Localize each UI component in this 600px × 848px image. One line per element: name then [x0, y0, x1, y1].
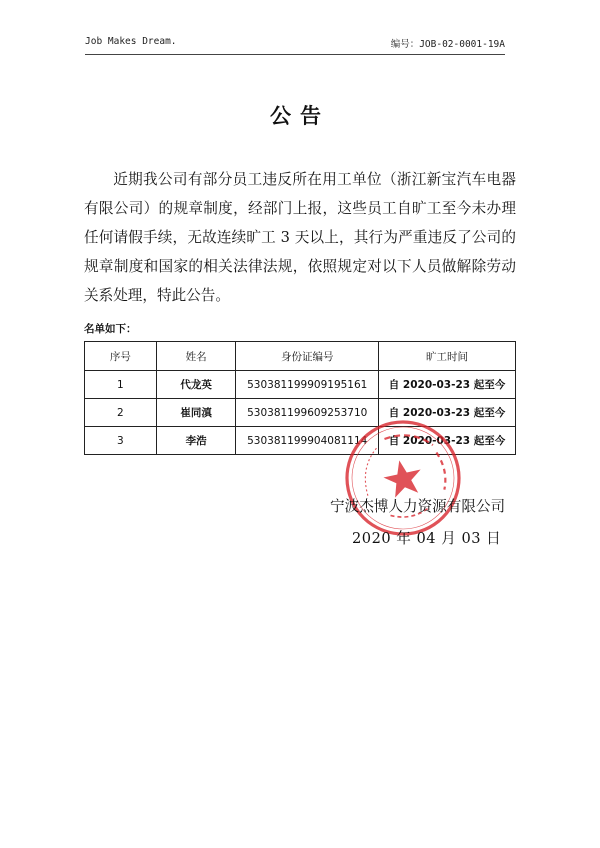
- table-row: [85, 371, 516, 399]
- row-absence-time: 自 2020-03-23 起至今: [379, 399, 516, 427]
- header-absence-time: 旷工时间: [379, 342, 516, 371]
- table-header-row: [85, 342, 516, 371]
- row-absence-time: 自 2020-03-23 起至今: [379, 371, 516, 399]
- row-name: 崔同滇: [156, 399, 236, 427]
- row-name: 李浩: [156, 427, 236, 455]
- row-number: 1: [85, 371, 157, 399]
- notice-body: 近期我公司有部分员工违反所在用工单位（浙江新宝汽车电器有限公司）的规章制度，经部门上报，这些员工自旷工至今未办理任何请假手续，无故连续旷工 3 天以上，其行为严重违反了公司的规章制度和国家的相关法律法规，依照规定对以下人员做解除劳动关系处理，特此公告。: [84, 171, 516, 304]
- row-number: 3: [85, 427, 157, 455]
- header-slogan: Job Makes Dream.: [85, 36, 177, 47]
- list-label: 名单如下：: [84, 323, 137, 335]
- header-document-number: 编号：JOB-02-0001-19A: [390, 39, 505, 50]
- row-absence-time: 自 2020-03-23 起至今: [379, 427, 516, 455]
- header-divider: [85, 54, 505, 55]
- header-id-number: 身份证编号: [236, 342, 379, 371]
- row-id-number: 530381199909195161: [236, 371, 379, 399]
- notice-title: 公告: [270, 104, 330, 128]
- header-name: 姓名: [156, 342, 236, 371]
- row-name: 代龙英: [156, 371, 236, 399]
- header-number: 序号: [85, 342, 157, 371]
- row-number: 2: [85, 399, 157, 427]
- page-header: [85, 36, 505, 52]
- row-id-number: 530381199904081114: [236, 427, 379, 455]
- signature-date: 2020 年 04 月 03 日: [352, 530, 502, 547]
- signature-company: 宁波杰博人力资源有限公司: [330, 498, 506, 515]
- row-id-number: 530381199609253710: [236, 399, 379, 427]
